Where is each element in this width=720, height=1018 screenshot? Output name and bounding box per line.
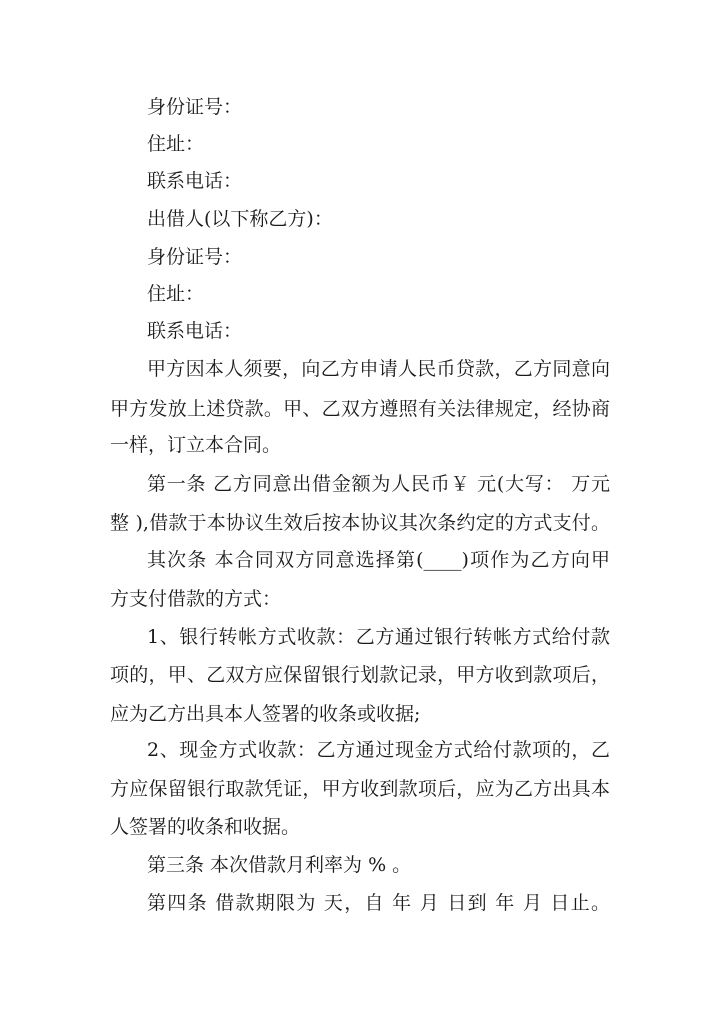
article-2-line-2: 方支付借款的方式： [110,588,282,610]
article-4-line: 第四条 借款期限为 天，自 年 月 日到 年 月 日止。 [147,892,610,914]
article-3-line: 第三条 本次借款月利率为 % 。 [147,854,412,876]
article-1-line-2: 整 ),借款于本协议生效后按本协议其次条约定的方式支付。 [110,512,610,534]
borrower-phone-label: 联系电话： [147,170,243,192]
option-2-line-2: 方应保留银行取款凭证，甲方收到款项后，应为乙方出具本 [110,778,610,800]
option-1-line-1: 1、银行转帐方式收款：乙方通过银行转帐方式给付款 [147,626,610,648]
borrower-id-number-label: 身份证号： [147,96,243,118]
borrower-address-label: 住址： [147,133,205,155]
option-1-line-3: 应为乙方出具本人签署的收条或收据; [110,703,421,725]
article-1-line-1: 第一条 乙方同意出借金额为人民币￥ 元(大写： 万元 [147,473,610,495]
preamble-line-1: 甲方因本人须要，向乙方申请人民币贷款，乙方同意向 [147,358,610,380]
option-1-line-2: 项的，甲、乙双方应保留银行划款记录，甲方收到款项后， [110,664,610,686]
option-2-line-1: 2、现金方式收款：乙方通过现金方式给付款项的，乙 [147,739,610,761]
option-2-line-3: 人签署的收条和收据。 [110,816,301,838]
article-2-line-1: 其次条 本合同双方同意选择第(____)项作为乙方向甲 [147,549,610,571]
preamble-line-2: 甲方发放上述贷款。甲、乙双方遵照有关法律规定，经协商 [110,398,610,420]
lender-address-label: 住址： [147,283,205,305]
preamble-line-3: 一样，订立本合同。 [110,434,282,456]
lender-heading: 出借人(以下称乙方)： [147,208,333,230]
lender-phone-label: 联系电话： [147,320,243,342]
lender-id-number-label: 身份证号： [147,246,243,268]
